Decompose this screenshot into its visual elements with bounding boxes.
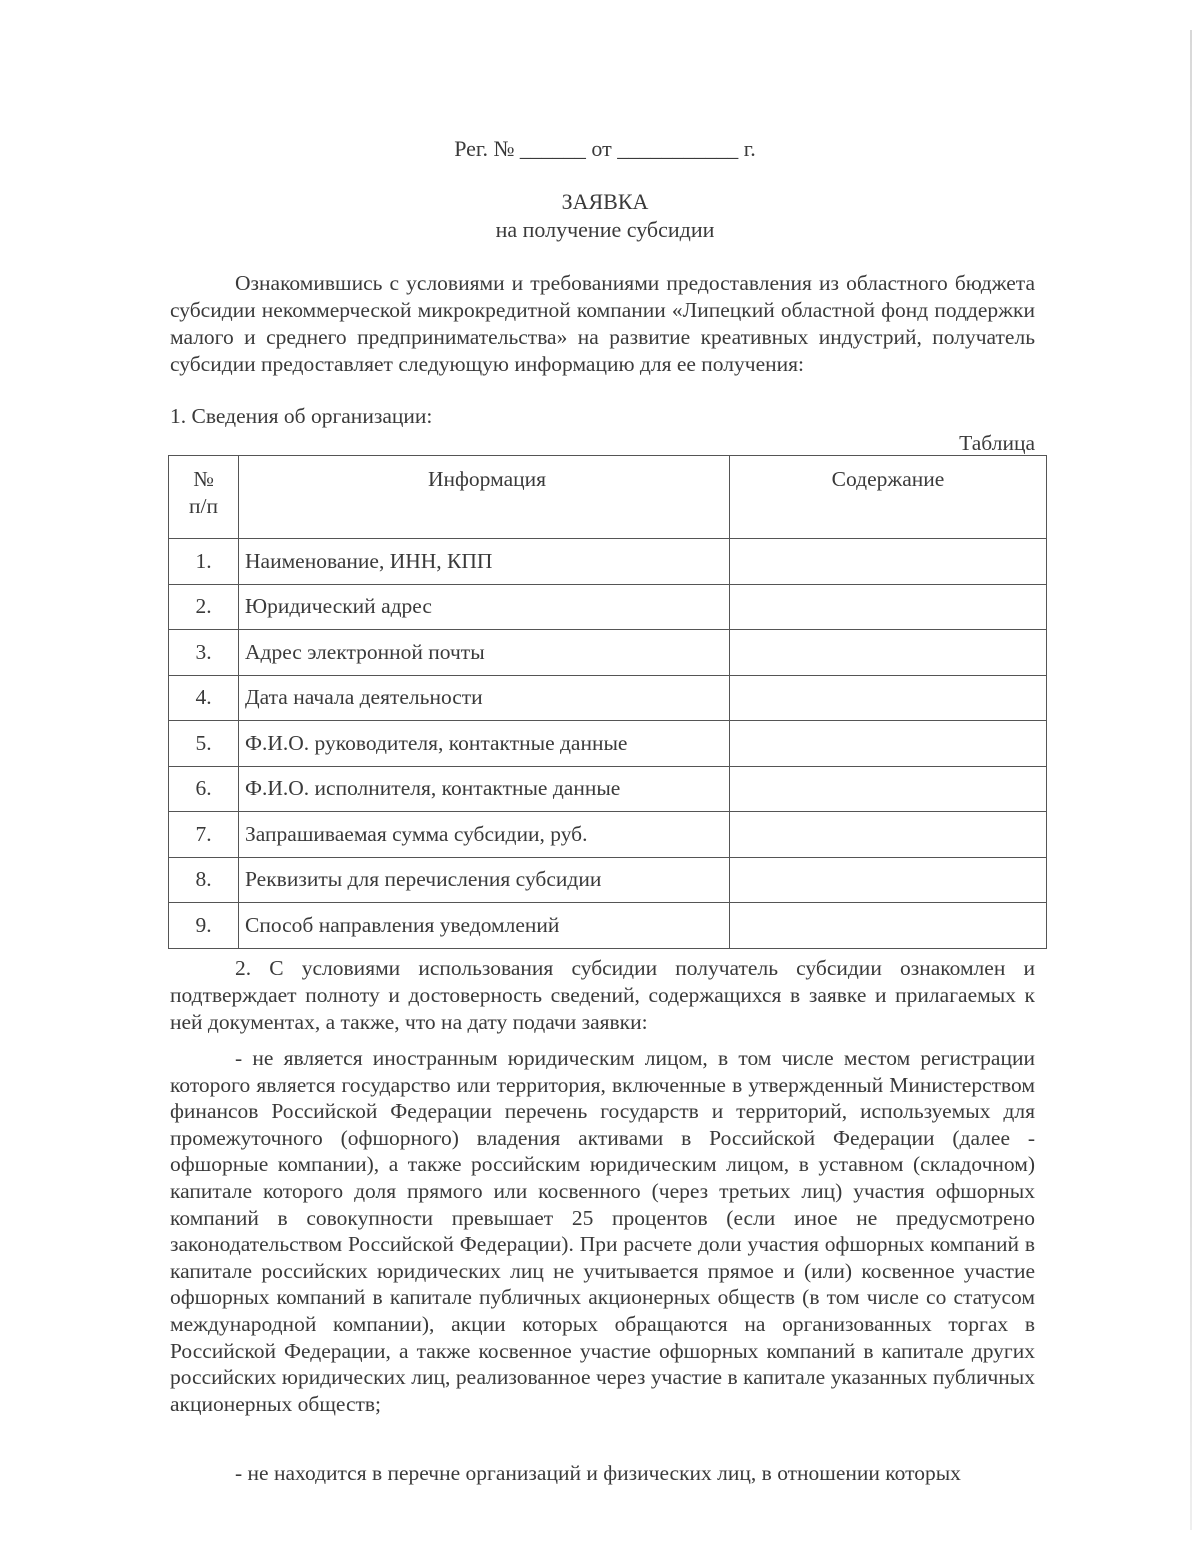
row-content	[730, 857, 1047, 903]
table-row	[169, 630, 1047, 676]
row-info: Запрашиваемая сумма субсидии, руб.	[239, 812, 730, 858]
header-info: Информация	[239, 456, 730, 539]
registration-line: Рег. № ______ от ___________ г.	[454, 136, 756, 161]
scan-edge	[1190, 30, 1192, 1530]
table-row	[169, 857, 1047, 903]
row-info: Дата начала деятельности	[239, 675, 730, 721]
row-content	[730, 630, 1047, 676]
row-content	[730, 812, 1047, 858]
row-num: 3.	[169, 630, 239, 676]
table-row	[169, 903, 1047, 949]
header-num-line1: №	[193, 467, 214, 491]
row-content	[730, 903, 1047, 949]
table-row	[169, 675, 1047, 721]
document-subtitle: на получение субсидии	[495, 217, 715, 242]
row-info: Ф.И.О. исполнителя, контактные данные	[239, 766, 730, 812]
table-caption: Таблица	[959, 431, 1035, 455]
section-1-heading: 1. Сведения об организации:	[170, 404, 433, 428]
bullet-sanctions-list: - не находится в перечне организаций и физических лиц, в отношении которых	[235, 1461, 961, 1485]
organization-info-table	[168, 455, 1047, 949]
document-title-block	[0, 188, 1200, 244]
row-num: 5.	[169, 721, 239, 767]
document-title: ЗАЯВКА	[561, 189, 649, 214]
row-num: 9.	[169, 903, 239, 949]
header-num-line2: п/п	[189, 494, 218, 518]
row-content	[730, 584, 1047, 630]
row-info: Адрес электронной почты	[239, 630, 730, 676]
section-2-paragraph: 2. С условиями использования субсидии получатель субсидии ознакомлен и подтверждает полноту и достоверность сведений, содержащихся в заявке и прилагаемых к ней документах, а также, что на дату подачи заявки:	[170, 956, 1035, 1034]
row-content	[730, 766, 1047, 812]
row-num: 8.	[169, 857, 239, 903]
row-info: Ф.И.О. руководителя, контактные данные	[239, 721, 730, 767]
table-row	[169, 584, 1047, 630]
header-content: Содержание	[730, 456, 1047, 539]
row-info: Реквизиты для перечисления субсидии	[239, 857, 730, 903]
row-content	[730, 721, 1047, 767]
table-row	[169, 539, 1047, 585]
table-header-row	[169, 456, 1047, 539]
row-num: 2.	[169, 584, 239, 630]
row-num: 6.	[169, 766, 239, 812]
table-row	[169, 812, 1047, 858]
intro-paragraph: Ознакомившись с условиями и требованиями предоставления из областного бюджета субсидии некоммерческой микрокредитной компании «Липецкий областной фонд поддержки малого и среднего предпринимательства» на развитие креативных индустрий, получатель субсидии предоставляет следующую информацию для ее получения:	[170, 271, 1035, 376]
table-row	[169, 766, 1047, 812]
row-num: 1.	[169, 539, 239, 585]
row-info: Наименование, ИНН, КПП	[239, 539, 730, 585]
table-row	[169, 721, 1047, 767]
row-info: Юридический адрес	[239, 584, 730, 630]
header-num	[169, 456, 239, 539]
row-info: Способ направления уведомлений	[239, 903, 730, 949]
row-num: 4.	[169, 675, 239, 721]
row-content	[730, 539, 1047, 585]
row-num: 7.	[169, 812, 239, 858]
row-content	[730, 675, 1047, 721]
bullet-offshore: - не является иностранным юридическим лицом, в том числе местом регистрации которого является государство или территория, включенные в утвержденный Министерством финансов Российской Федерации перечень государств и территорий, используемых для промежуточного (офшорного) владения активами в Российской Федерации (далее - офшорные компании), а также российским юридическим лицом, в уставном (складочном) капитале которого доля прямого или косвенного (через третьих лиц) участия офшорных компаний в совокупности превышает 25 процентов (если иное не предусмотрено законодательством Российской Федерации). При расчете доли участия офшорных компаний в капитале российских юридических лиц не учитывается прямое и (или) косвенное участие офшорных компаний в капитале публичных акционерных обществ (в том числе со статусом международной компании), акции которых обращаются на организованных торгах в Российской Федерации, а также косвенное участие офшорных компаний в капитале других российских юридических лиц, реализованное через участие в капитале указанных публичных акционерных обществ;	[170, 1046, 1035, 1416]
